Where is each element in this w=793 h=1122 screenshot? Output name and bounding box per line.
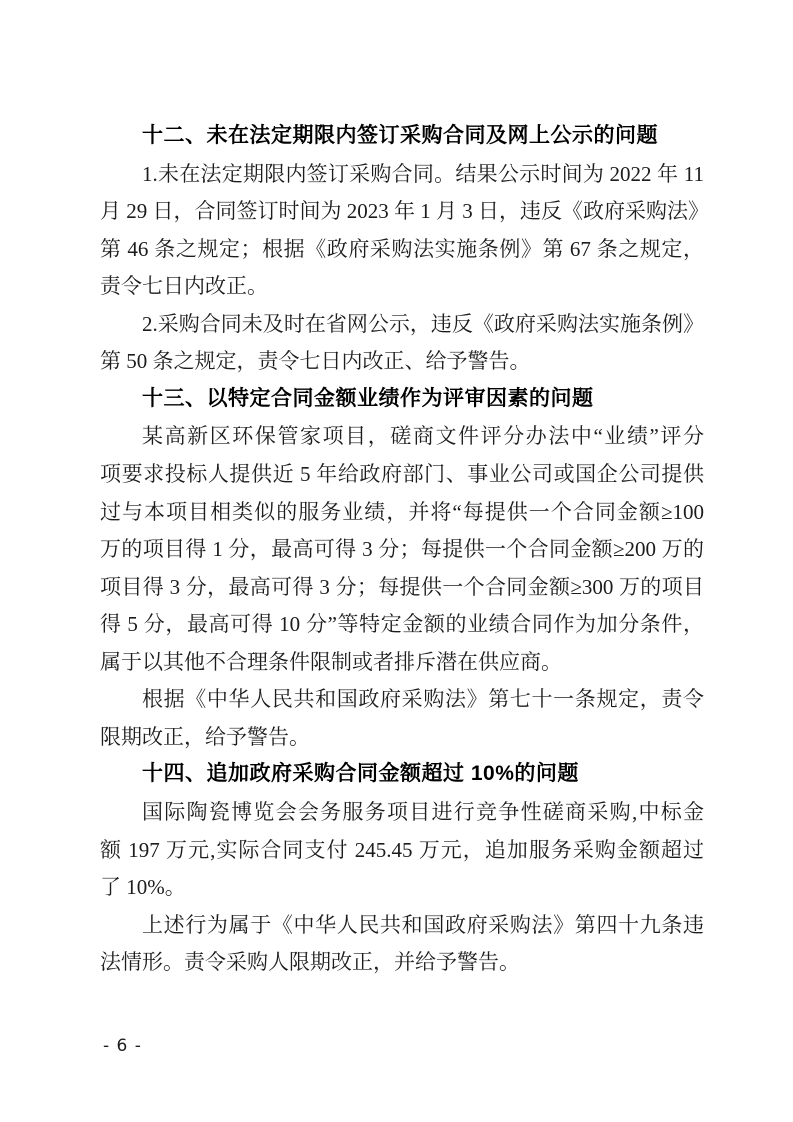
paragraph-line: 了 10%。 <box>100 875 186 899</box>
paragraph-line: 责令七日内改正。 <box>100 274 268 298</box>
paragraph-line: 第 46 条之规定；根据《政府采购法实施条例》第 67 条之规定， <box>100 237 704 261</box>
document-body <box>100 0 709 1122</box>
paragraph-line: 2.采购合同未及时在省网公示，违反《政府采购法实施条例》 <box>142 312 704 336</box>
paragraph-line: 某高新区环保管家项目，磋商文件评分办法中“业绩”评分 <box>142 424 704 448</box>
section-heading-12: 十二、未在法定期限内签订采购合同及网上公示的问题 <box>142 124 658 147</box>
paragraph-line: 限期改正，给予警告。 <box>100 725 310 749</box>
paragraph-line: 过与本项目相类似的服务业绩，并将“每提供一个合同金额≥100 <box>100 500 704 524</box>
page-number: - 6 - <box>103 1036 142 1056</box>
paragraph-line: 属于以其他不合理条件限制或者排斥潜在供应商。 <box>100 650 562 674</box>
paragraph-line: 第 50 条之规定，责令七日内改正、给予警告。 <box>100 349 531 373</box>
paragraph-line: 国际陶瓷博览会会务服务项目进行竞争性磋商采购,中标金 <box>142 800 704 824</box>
section-heading-14: 十四、追加政府采购合同金额超过 10%的问题 <box>142 762 579 785</box>
paragraph-line: 上述行为属于《中华人民共和国政府采购法》第四十九条违 <box>142 913 704 937</box>
paragraph-line: 额 197 万元,实际合同支付 245.45 万元，追加服务采购金额超过 <box>100 838 704 862</box>
paragraph-line: 项要求投标人提供近 5 年给政府部门、事业公司或国企公司提供 <box>100 462 704 486</box>
paragraph-line: 得 5 分，最高可得 10 分”等特定金额的业绩合同作为加分条件， <box>100 612 704 636</box>
paragraph-line: 法情形。责令采购人限期改正，并给予警告。 <box>100 950 520 974</box>
paragraph-line: 根据《中华人民共和国政府采购法》第七十一条规定，责令 <box>142 687 704 711</box>
section-heading-13: 十三、以特定合同金额业绩作为评审因素的问题 <box>142 387 594 410</box>
paragraph-line: 1.未在法定期限内签订采购合同。结果公示时间为 2022 年 11 <box>142 162 704 186</box>
paragraph-line: 项目得 3 分，最高可得 3 分；每提供一个合同金额≥300 万的项目 <box>100 575 704 599</box>
paragraph-line: 万的项目得 1 分，最高可得 3 分；每提供一个合同金额≥200 万的 <box>100 537 704 561</box>
paragraph-line: 月 29 日，合同签订时间为 2023 年 1 月 3 日，违反《政府采购法》 <box>100 199 709 223</box>
